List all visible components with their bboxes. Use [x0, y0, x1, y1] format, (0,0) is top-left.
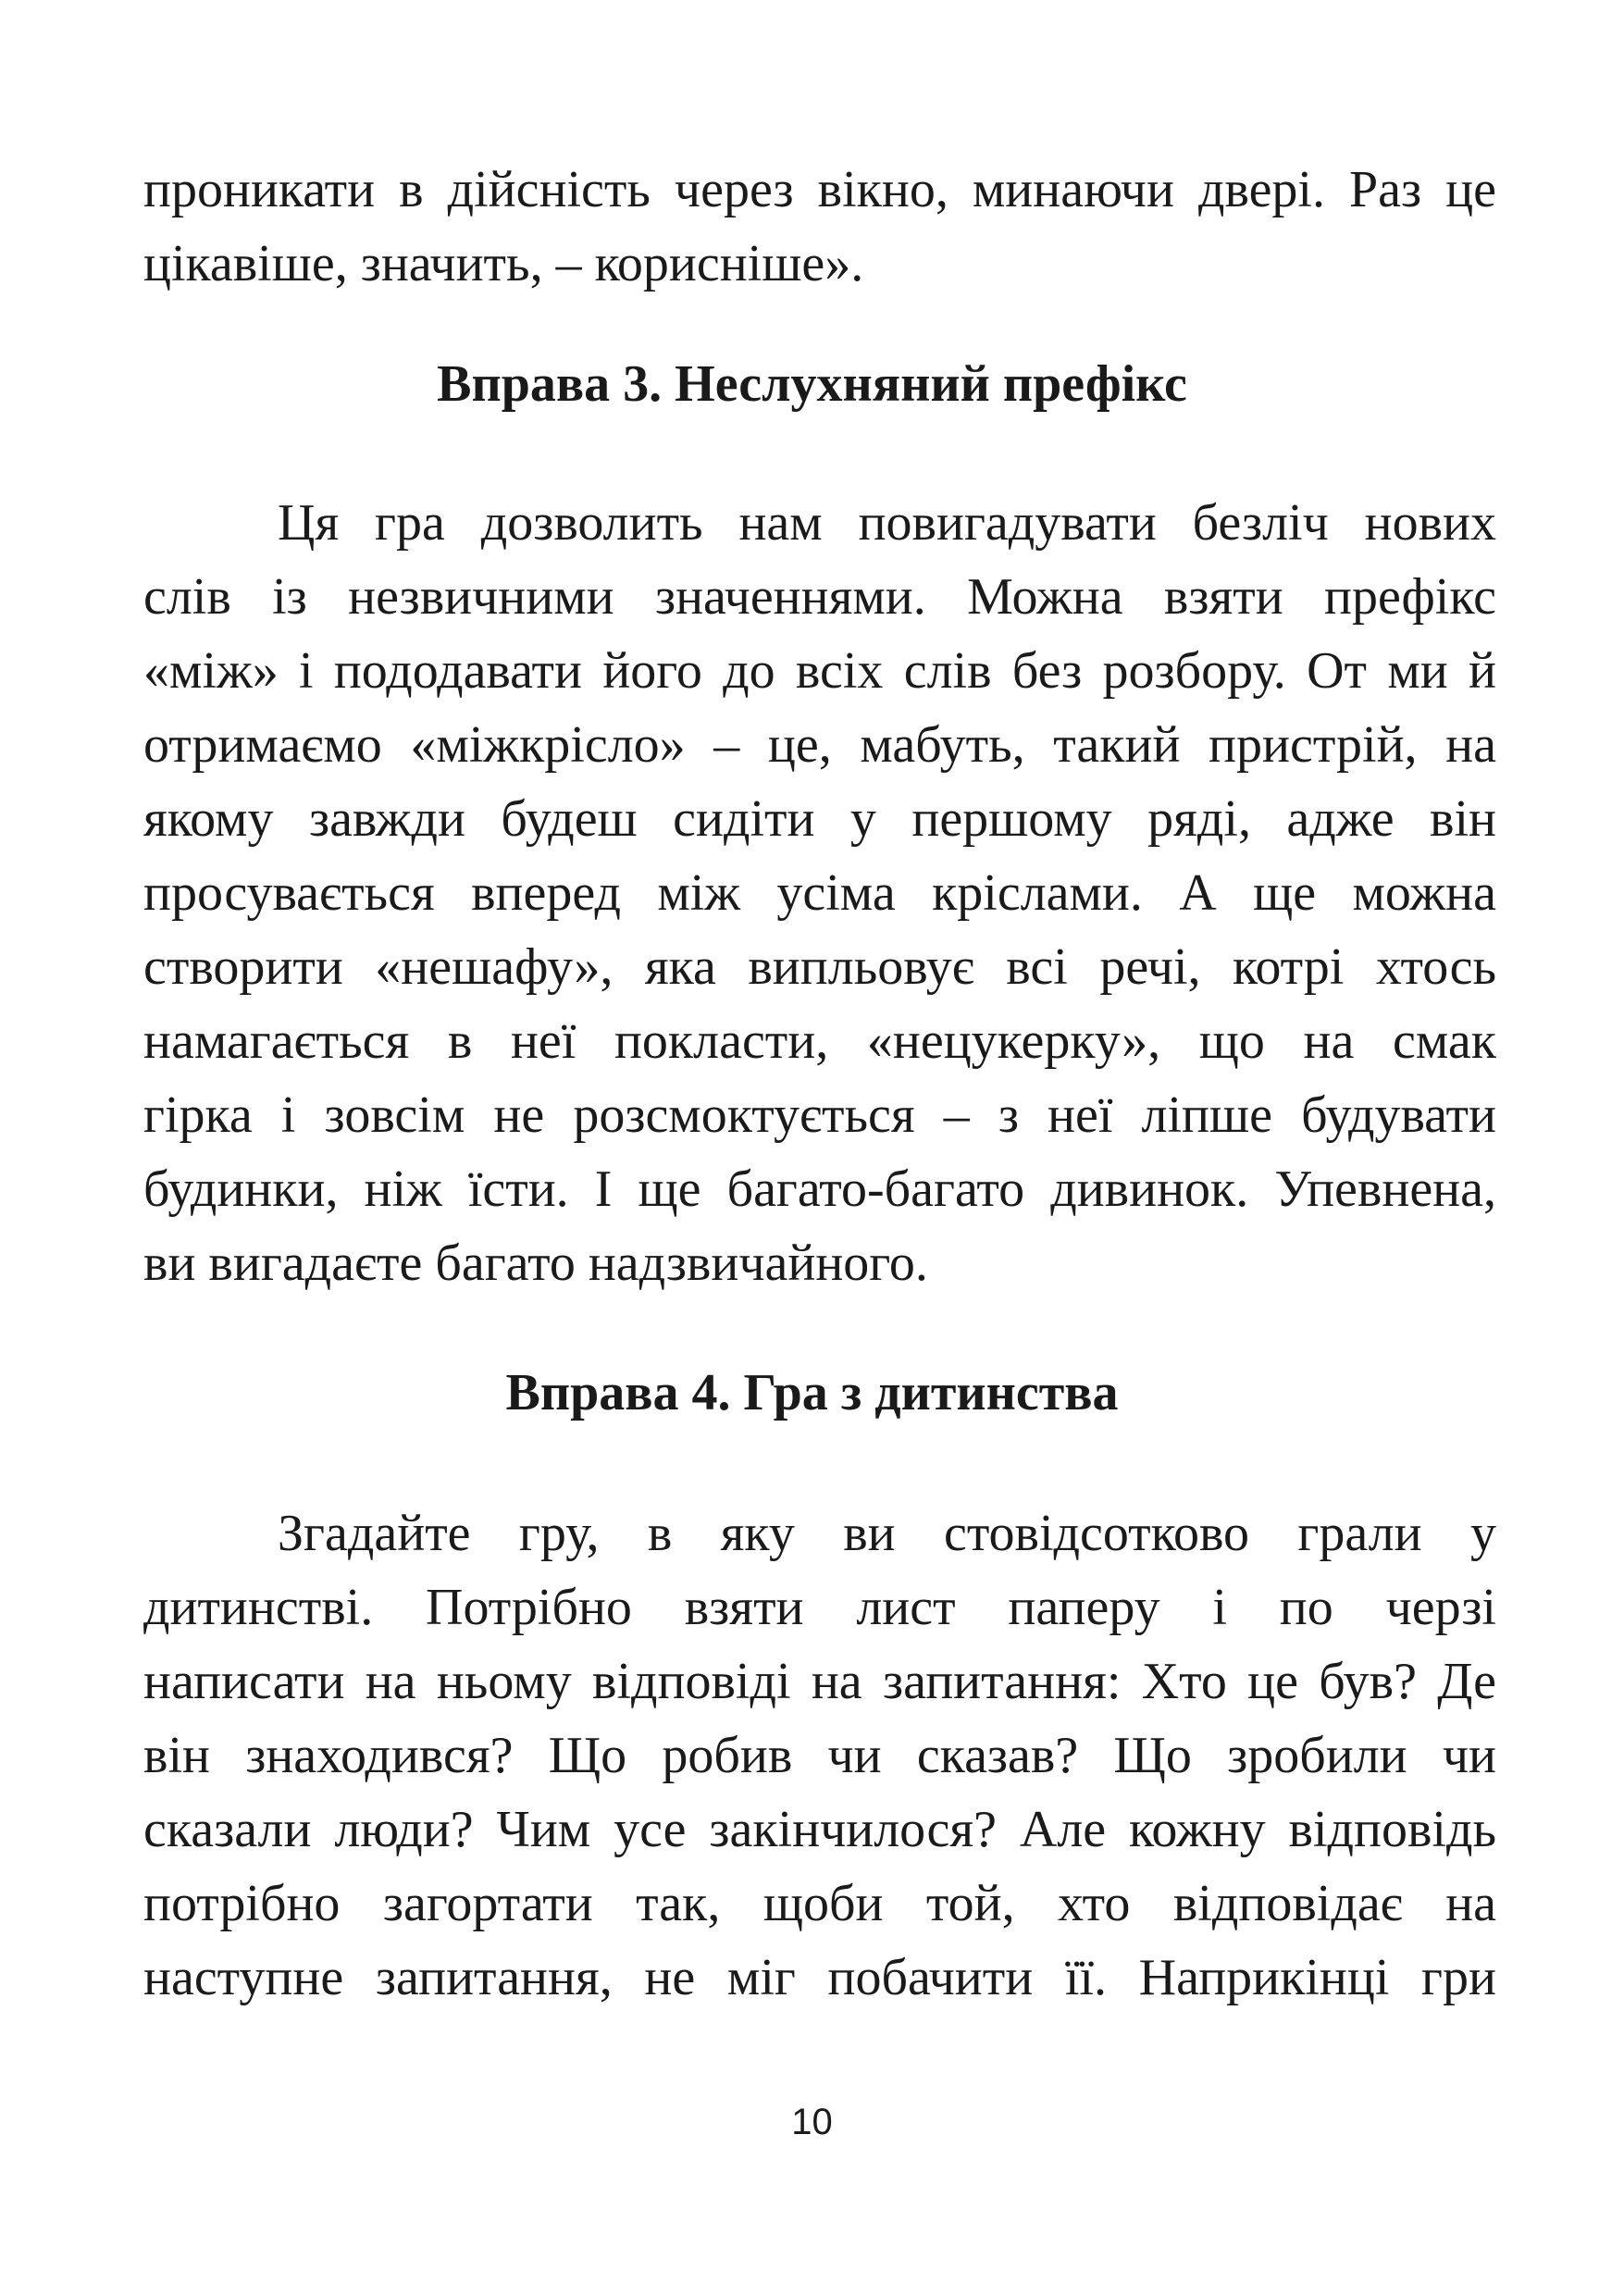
paragraph-line: будинки, ніж їсти. І ще багато-багато дивинок. Упевнена, — [143, 1160, 1496, 1218]
paragraph-line: ви вигадаєте багато надзвичайного. — [143, 1235, 928, 1292]
paragraph-line: потрібно загортати так, щоби той, хто відповідає на — [143, 1875, 1496, 1932]
paragraph-line: дитинстві. Потрібно взяти лист паперу і по черзі — [143, 1579, 1496, 1636]
paragraph-line: просувається вперед між усіма кріслами. А ще можна — [143, 864, 1496, 922]
paragraph-line: він знаходився? Що робив чи сказав? Що зробили чи — [143, 1727, 1496, 1784]
paragraph-line: намагається в неї покласти, «нецукерку», що на смак — [143, 1012, 1496, 1070]
section-heading: Вправа 4. Гра з дитинства — [505, 1364, 1119, 1421]
paragraph-line: створити «нешафу», яка випльовує всі речі, котрі хтось — [143, 938, 1496, 996]
section-heading: Вправа 3. Неслухняний префікс — [437, 355, 1187, 413]
paragraph-line: слів із незвичними значеннями. Можна взяти префікс — [143, 568, 1496, 626]
paragraph-line: наступне запитання, не міг побачити її. Наприкінці гри — [143, 1949, 1496, 2006]
paragraph-line: Ця гра дозволить нам повигадувати безліч нових — [278, 494, 1496, 552]
paragraph-line: проникати в дійсність через вікно, минаючи двері. Раз це — [143, 161, 1496, 218]
paragraph-line: отримаємо «міжкрісло» – це, мабуть, такий пристрій, на — [143, 716, 1496, 774]
section3-paragraph — [143, 486, 1496, 1300]
paragraph-line: Згадайте гру, в яку ви стовідсотково грали у — [278, 1505, 1496, 1562]
paragraph-line: цікавіше, значить, – корисніше». — [143, 235, 864, 292]
paragraph-line: написати на ньому відповіді на запитання: Хто це був? Де — [143, 1653, 1496, 1710]
paragraph-line: «між» і пододавати його до всіх слів без розбору. От ми й — [143, 642, 1496, 700]
paragraph-line: якому завжди будеш сидіти у першому ряді, адже він — [143, 790, 1496, 848]
paragraph-line: сказали люди? Чим усе закінчилося? Але кожну відповідь — [143, 1801, 1496, 1858]
intro-paragraph — [143, 153, 1496, 301]
section4-paragraph — [143, 1496, 1496, 2015]
paragraph-line: гірка і зовсім не розсмоктується – з неї ліпше будувати — [143, 1086, 1496, 1144]
page-number: 10 — [791, 2102, 833, 2142]
